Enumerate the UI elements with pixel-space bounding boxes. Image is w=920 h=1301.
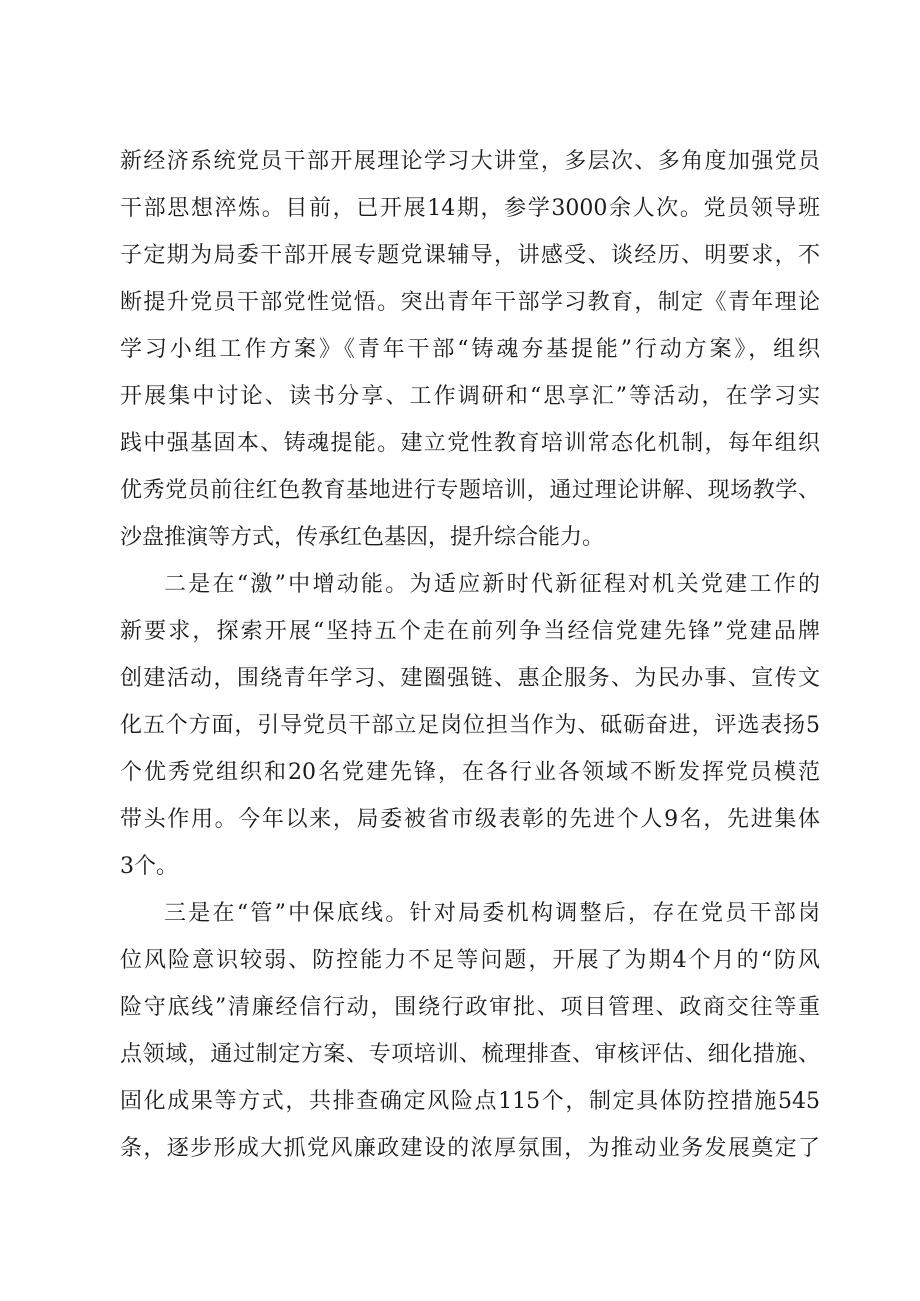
paragraph-discipline: [120, 890, 820, 1172]
paragraph-study: [120, 138, 820, 561]
text-line: 沙盘推演等方式，传承红色基因，提升综合能力。: [120, 525, 605, 550]
text-line: 化五个方面，引导党员干部立足岗位担当作为、砥砺奋进，评选表扬5: [120, 713, 820, 738]
text-line: 位风险意识较弱、防控能力不足等问题，开展了为期4个月的“防风: [120, 948, 820, 973]
text-line: 优秀党员前往红色教育基地进行专题培训，通过理论讲解、现场教学、: [120, 478, 820, 503]
text-line: 二是在“激”中增动能。为适应新时代新征程对机关党建工作的: [164, 572, 820, 597]
text-line: 点领域，通过制定方案、专项培训、梳理排查、审核评估、细化措施、: [120, 1042, 820, 1067]
document-body: [120, 138, 820, 1172]
text-line: 个优秀党组织和20名党建先锋，在各行业各领域不断发挥党员模范: [120, 760, 820, 785]
text-line: 创建活动，围绕青年学习、建圈强链、惠企服务、为民办事、宣传文: [120, 666, 820, 691]
paragraph-motivation: [120, 561, 820, 890]
text-line: 3个。: [120, 854, 178, 879]
text-line: 干部思想淬炼。目前，已开展14期，参学3000余人次。党员领导班: [120, 196, 820, 221]
text-line: 新要求，探索开展“坚持五个走在前列争当经信党建先锋”党建品牌: [120, 619, 820, 644]
text-line: 开展集中讨论、读书分享、工作调研和“思享汇”等活动，在学习实: [120, 384, 820, 409]
text-line: 新经济系统党员干部开展理论学习大讲堂，多层次、多角度加强党员: [120, 149, 820, 174]
text-line: 断提升党员干部党性觉悟。突出青年干部学习教育，制定《青年理论: [120, 290, 820, 315]
text-line: 子定期为局委干部开展专题党课辅导，讲感受、谈经历、明要求，不: [120, 243, 820, 268]
text-line: 固化成果等方式，共排查确定风险点115个，制定具体防控措施545: [120, 1089, 820, 1114]
text-line: 险守底线”清廉经信行动，围绕行政审批、项目管理、政商交往等重: [120, 995, 820, 1020]
text-line: 三是在“管”中保底线。针对局委机构调整后，存在党员干部岗: [164, 901, 820, 926]
text-line: 学习小组工作方案》《青年干部“铸魂夯基提能”行动方案》，组织: [120, 337, 820, 362]
text-line: 带头作用。今年以来，局委被省市级表彰的先进个人9名，先进集体: [120, 807, 820, 832]
text-line: 践中强基固本、铸魂提能。建立党性教育培训常态化机制，每年组织: [120, 431, 820, 456]
text-line: 条，逐步形成大抓党风廉政建设的浓厚氛围，为推动业务发展奠定了: [120, 1136, 820, 1161]
